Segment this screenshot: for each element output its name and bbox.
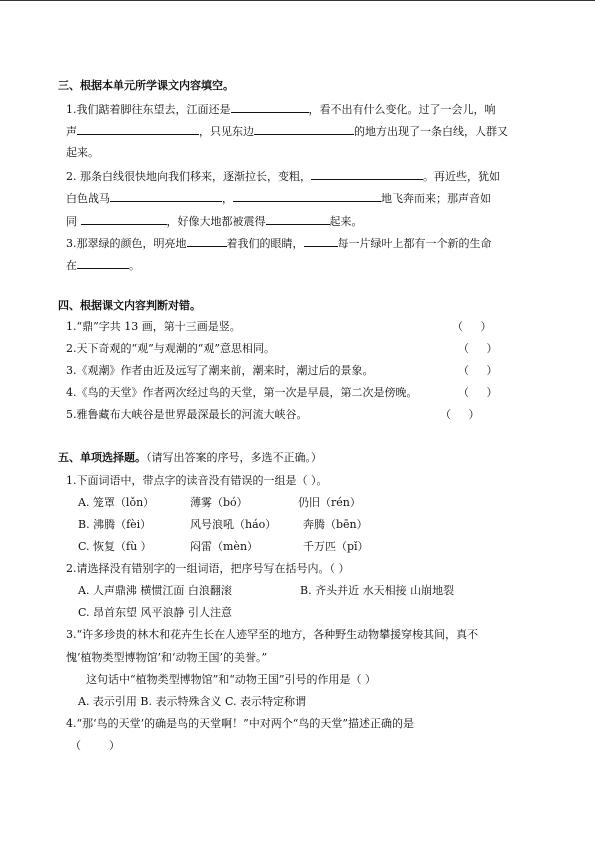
s5-q1-option-b2: 风号浪吼（háo） [190,518,277,531]
s5-q4-line1: 4.“那‘鸟的天堂’的确是鸟的天堂啊！”中对两个“鸟的天堂”描述正确的是 [66,717,414,730]
s5-q1-option-a1: A. 笼罩（lǒn） [78,496,155,509]
s3-q3-text-e: 。 [129,259,140,272]
section-3-title: 三、根据本单元所学课文内容填空。 [58,79,234,92]
section-5-note: （请写出答案的序号，多选不正确。） [146,451,322,464]
s3-q3-text-b: 着我们的眼睛， [226,237,304,250]
answer-paren[interactable]: （ ） [452,320,492,333]
s3-q1-text-e: 的地方出现了一条白线，人群又 [354,125,508,138]
answer-paren[interactable]: （ ） [458,342,498,355]
s5-q2: 2.请选择没有错别字的一组词语，把序号写在括号内。（ ） [66,562,350,575]
s4-item-2: 2.天下奇观的“观”与观潮的“观”意思相同。 [66,342,275,355]
s5-q1-option-b1: B. 沸腾（fèi） [78,518,152,531]
answer-blank[interactable] [233,190,381,202]
s4-item-4: 4.《鸟的天堂》作者两次经过鸟的天堂，第一次是早晨，第二次是傍晚。 [66,386,418,399]
s3-q1-text-b: ，看不出有什么变化。过了一会儿，响 [308,103,496,116]
s4-item-1: 1.“鼎”字共 13 画，第十三画是竖。 [66,320,241,333]
s3-q2-text-h: 起来。 [329,215,363,228]
s5-q3-line3: 这句话中“植物类型博物馆”和“动物王国”引号的作用是（ ） [86,673,376,686]
answer-blank[interactable] [231,101,309,113]
answer-blank[interactable] [311,168,423,180]
s3-q2-line2 [66,190,491,206]
s5-q3-line2: 愧‘植物类型博物馆’和‘动物王国’的美誉。” [66,651,268,664]
answer-blank[interactable] [266,213,330,225]
answer-paren[interactable]: （ ） [70,739,120,752]
s5-q2-option-a: A. 人声鼎沸 横惯江面 白浪翻滚 [78,584,232,597]
answer-blank[interactable] [81,213,167,225]
s3-q3-text-d: 在 [66,259,77,272]
answer-blank[interactable] [304,235,338,247]
s3-q1-text-d: ，只见东边 [199,125,254,138]
answer-blank[interactable] [110,190,222,202]
answer-paren[interactable]: （ ） [458,364,498,377]
s3-q2-text-a: 2. 那条白线很快地向我们移来，逐渐拉长，变粗， [66,170,311,183]
answer-blank[interactable] [254,123,354,135]
s3-q1-text-a: 1.我们踮着脚往东望去，江面还是 [66,103,231,116]
s3-q3-line1 [66,235,492,251]
answer-paren[interactable]: （ ） [458,386,498,399]
s3-q2-text-e: 地飞奔而来；那声音如 [381,192,491,205]
s3-q3-line2 [66,257,140,273]
s3-q1-line2 [66,123,508,139]
s3-q2-line1 [66,168,500,184]
s5-q1: 1.下面词语中，带点字的读音没有错误的一组是（ ）。 [66,474,328,487]
section-5-title: 五、单项选择题。 [58,451,146,464]
s3-q2-text-c: 白色战马 [66,192,110,205]
s5-q1-option-c3: 千万匹（pǐ） [303,540,369,553]
s5-q1-option-c1: C. 恢复（fù ） [78,540,152,553]
s3-q2-line3 [66,213,363,229]
s3-q2-text-g: ，好像大地都被震得 [166,215,266,228]
s3-q2-text-f: 同 [66,215,77,228]
s5-q3-options: A. 表示引用 B. 表示特殊含义 C. 表示特定称谓 [78,695,307,708]
s3-q1-line3: 起来。 [66,146,99,159]
answer-blank[interactable] [77,123,199,135]
s3-q3-text-c: 每一片绿叶上都有一个新的生命 [337,237,492,250]
s5-q1-option-a2: 薄雾（bó） [190,496,248,509]
s3-q3-text-a: 3.那翠绿的颜色，明亮地 [66,237,187,250]
s4-item-3: 3.《观潮》作者由近及远写了潮来前，潮来时，潮过后的景象。 [66,364,374,377]
s5-q1-option-c2: 闷雷（mèn） [190,540,259,553]
s5-q2-option-b: B. 齐头并近 水天相接 山崩地裂 [300,584,455,597]
s5-q3-line1: 3.“许多珍贵的林木和花卉生长在人迹罕至的地方，各种野生动物攀援穿梭其间，真不 [66,628,479,641]
s3-q2-text-b: 。再近些，犹如 [423,170,500,183]
answer-blank[interactable] [77,257,129,269]
top-border-line [0,0,595,1]
answer-blank[interactable] [187,235,227,247]
s3-q1-text-c: 声 [66,125,77,138]
s4-item-5: 5.雅鲁藏布大峡谷是世界最深最长的河流大峡谷。 [66,408,308,421]
answer-paren[interactable]: （ ） [440,408,480,421]
s5-q2-option-c: C. 昂首东望 风平浪静 引人注意 [78,606,233,619]
s5-q1-option-b3: 奔腾（bēn） [303,518,368,531]
section-4-title: 四、根据课文内容判断对错。 [58,299,201,312]
s3-q1-line1 [66,101,496,117]
section-5-heading [58,451,322,465]
s3-q2-text-d: ， [222,192,233,205]
s5-q1-option-a3: 仍旧（rén） [298,496,361,509]
